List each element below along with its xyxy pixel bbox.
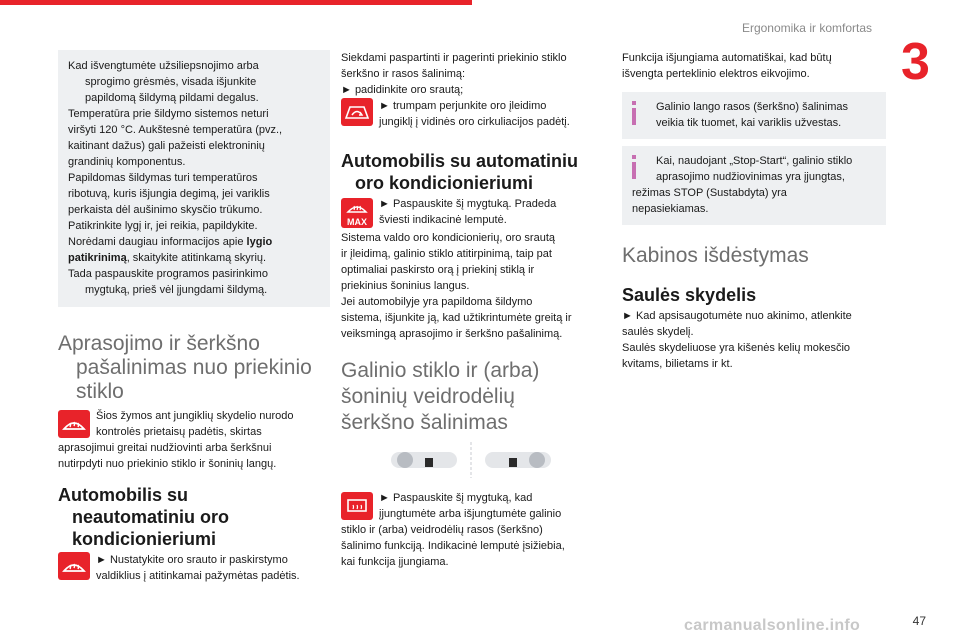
heading-cabin-layout: Kabinos išdėstymas — [622, 244, 809, 267]
auto-ac-block: MAX ► Paspauskite šį mygtuką. Pradeda šviesti indikacinė lemputė. Sistema valdo oro kondicionierių, oro srautą ir įleidimą, galinio stiklo atitirpinimą, taip pat optimaliai paskirsto orą į priekinį stiklą ir priekinius šoninius langus. Jei automobilyje yra papildoma šildymo sistema, išjunkite ją, kad užtikrintumėte greitą ir veiksmingą aprasojimo ir šerkšno pašalinimą. — [341, 198, 572, 340]
speed-up-block: Siekdami paspartinti ir pagerinti priekinio stiklo šerkšno ir rasos šalinimą: ► padidinkite oro srautą; ► trumpam perjunkite oro įleidimo jungiklį į vidinės oro cirkuliacijos padėtį. — [341, 52, 570, 128]
box-line: patikrinimą, skaitykite atitinkamą skyrių. — [68, 252, 267, 264]
box-line: grandinių komponentus. — [68, 156, 186, 168]
manual-ac-instruction: ► Nustatykite oro srauto ir paskirstymo valdiklius į atitinkamai pažymėtas padėtis. — [58, 552, 330, 584]
section-title: Ergonomika ir komfortas — [741, 21, 872, 35]
info-icon — [632, 155, 636, 179]
bold-label: patikrinimą — [68, 252, 127, 264]
heading-rear-defrost: Galinio stiklo ir (arba) šoninių veidrodėlių šerkšno šalinimas — [341, 359, 540, 434]
intro-block: Šios žymos ant jungiklių skydelio nurodo kontrolės prietaisų padėtis, skirtas aprasojimui greitai nudžiovinti arba šerkšnui nutirpdyti nuo priekinio stiklo ir šoninių langų. — [58, 410, 294, 470]
rear-window-defrost-icon — [341, 492, 373, 520]
mirror-illustration — [391, 440, 551, 480]
box-line: Papildomas šildymas turi temperatūros — [68, 172, 258, 184]
box-line: mygtuką, prieš vėl įjungdami šildymą. — [85, 284, 268, 296]
box-line: Patikrinkite lygį ir, jei reikia, papildykite. — [68, 220, 258, 232]
chapter-number: 3 — [901, 33, 930, 91]
watermark: carmanualsonline.info — [684, 617, 861, 634]
warning-box — [58, 50, 330, 307]
box-line: Norėdami daugiau informacijos apie lygio — [68, 236, 273, 248]
box-line: papildomą šildymą pildami degalus. — [85, 92, 259, 104]
box-line: viršyti 120 °C. Aukštesnė temperatūra (pvz., — [68, 124, 283, 136]
box-line: Kad išvengtumėte užsiliepsnojimo arba — [68, 60, 259, 72]
sun-visor-text: ► Kad apsisaugotumėte nuo akinimo, atlenkite saulės skydelį. Saulės skydeliuose yra kišenės kelių mokesčio kvitams, bilietams ir kt. — [622, 310, 852, 370]
info-icon — [632, 101, 636, 125]
box-line: Temperatūra prie šildymo sistemos neturi — [68, 108, 269, 120]
box-line: kaitinant dažus) gali pažeisti elektroninių — [68, 140, 265, 152]
rear-defrost-block: ► Paspauskite šį mygtuką, kad įjungtumėte arba išjungtumėte galinio stiklo ir (arba) veidrodėlių rasos (šerkšno) šalinimo funkciją. Indikacinė lemputė įsižiebia, kai funkcija įjungiama. — [341, 492, 565, 568]
info-box-engine: Galinio lango rasos (šerkšno) šalinimas veikia tik tuomet, kai variklis užvestas. — [622, 92, 886, 139]
box-line: sprogimo grėsmės, visada išjunkite — [85, 76, 257, 88]
windscreen-defrost-icon — [58, 552, 90, 580]
top-accent-bar — [0, 0, 472, 5]
auto-off-text: Funkcija išjungiama automatiškai, kad būtų išvengta perteklinio elektros eikvojimo. — [622, 52, 832, 80]
heading-auto-ac: Automobilis su automatiniu oro kondicionieriumi — [341, 151, 578, 193]
heading-windscreen-defrost: Aprasojimo ir šerkšno pašalinimas nuo priekinio stiklo — [58, 332, 312, 403]
heading-sun-visor: Saulės skydelis — [622, 285, 757, 305]
box-line: ribotuvą, kuris išjungia degimą, jei variklis — [68, 188, 270, 200]
bold-label: lygio — [246, 236, 273, 248]
air-recirculation-icon — [341, 98, 373, 126]
windscreen-defrost-icon — [58, 410, 90, 438]
heading-manual-ac: Automobilis su neautomatiniu oro kondicionieriumi — [58, 485, 229, 549]
box-line: perkaista dėl aušinimo skysčio trūkumo. — [68, 204, 263, 216]
max-defrost-icon: MAX — [341, 198, 373, 228]
info-box-stop-start: Kai, naudojant „Stop-Start“, galinio stiklo aprasojimo nudžiovinimas yra įjungtas, režimas STOP (Sustabdyta) yra nepasiekiamas. — [622, 146, 886, 225]
box-line: Tada paspauskite programos pasirinkimo — [68, 268, 268, 280]
page-number: 47 — [912, 614, 926, 628]
